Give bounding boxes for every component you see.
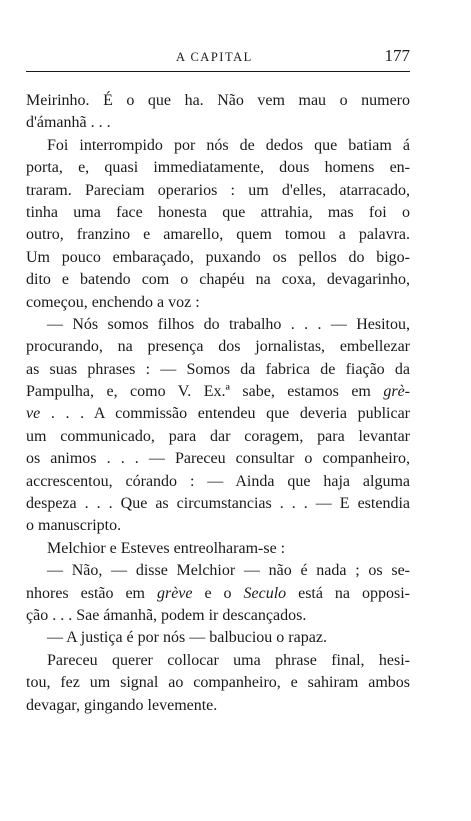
text-line: — Nós somos filhos do trabalho . . . — Hesitou, [47, 315, 410, 333]
italic-word: grè- [383, 383, 410, 401]
text-line: tou, fez um signal ao companheiro, e sahiram ambos [26, 674, 410, 692]
text-line: traram. Pareciam operarios : um d'elles, atarracado, [26, 181, 410, 199]
text-line: Pampulha, e, como V. Ex.ª sabe, estamos em grè- [26, 383, 410, 401]
text-line: — Não, — disse Melchior — não é nada ; os se- [47, 562, 410, 580]
text-line: o manuscripto. [26, 517, 122, 535]
text-line: — A justiça é por nós — balbuciou o rapaz. [47, 629, 327, 647]
text-line: os animos . . . — Pareceu consultar o companheiro, [26, 450, 410, 468]
header-rule [26, 71, 410, 72]
text-line: Um pouco embaraçado, puxando os pellos do bigo- [26, 248, 410, 266]
text-line: nhores estão em grève e o Seculo está na opposi- [26, 584, 410, 602]
text-line: as suas phrases : — Somos da fabrica de fiação da [26, 360, 410, 378]
text-line: ve . . . A commissão entendeu que deveria publicar [26, 405, 410, 423]
body-text [26, 90, 410, 717]
text-line: Foi interrompido por nós de dedos que batiam á [47, 136, 410, 154]
text-line: despeza . . . Que as circumstancias . . . — E estendia [26, 495, 410, 513]
text-line: ção . . . Sae ámanhã, podem ir descançados. [26, 606, 307, 624]
text-line: d'ámanhã . . . [26, 114, 111, 132]
italic-word: ve [26, 405, 41, 423]
text-line: Pareceu querer collocar uma phrase final, hesi- [47, 651, 410, 669]
page-number: 177 [384, 46, 410, 65]
text-line: dito e batendo com o chapéu na coxa, devagarinho, [26, 271, 410, 289]
italic-word: grève [156, 584, 193, 602]
text-line: começou, enchendo a voz : [26, 293, 200, 311]
running-title: A CAPITAL [176, 50, 253, 64]
text-line: um communicado, para dar coragem, para levantar [26, 427, 410, 445]
text-line: outro, franzino e amarello, quem tomou a palavra. [26, 226, 410, 244]
text-line: porta, e, quasi immediatamente, dous homens en- [26, 159, 410, 177]
italic-word: Seculo [243, 584, 287, 602]
running-header [26, 46, 410, 70]
text-line: Melchior e Esteves entreolharam-se : [47, 539, 286, 557]
text-line: Meirinho. É o que ha. Não vem mau o numero [26, 92, 410, 109]
text-line: devagar, gingando levemente. [26, 696, 218, 714]
text-line: procurando, na presença dos jornalistas, embellezar [26, 338, 410, 356]
text-line: accrescentou, córando : — Ainda que haja alguma [26, 472, 410, 490]
text-line: tinha uma face honesta que attrahia, mas foi o [26, 203, 410, 221]
